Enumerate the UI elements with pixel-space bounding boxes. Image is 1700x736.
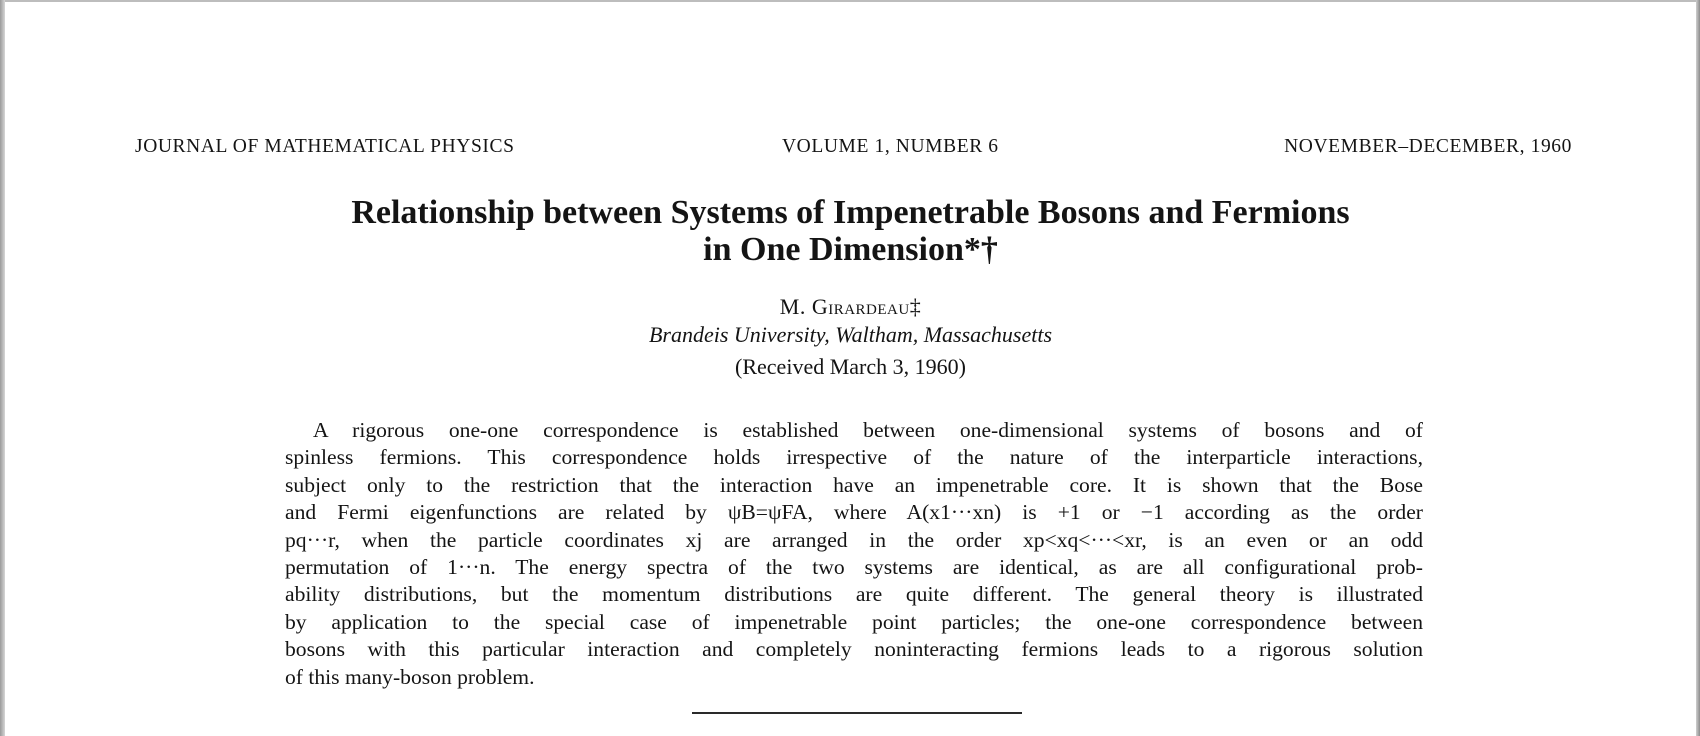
author-initial: M.	[779, 294, 812, 319]
author-surname: Girardeau‡	[811, 294, 922, 319]
title-line-2: in One Dimension*†	[703, 231, 998, 268]
paper-page	[5, 2, 1696, 736]
title-line-1: Relationship between Systems of Impenetrable Bosons and Fermions	[351, 194, 1350, 231]
abstract-line: and Fermi eigenfunctions are related by ψB=ψFA, where A(x1···xn) is +1 or −1 according as the order	[285, 500, 1423, 525]
paper-title	[5, 194, 1696, 268]
abstract-line: ability distributions, but the momentum distributions are quite different. The general theory is illustrated	[285, 582, 1423, 607]
running-head	[5, 136, 1696, 160]
journal-name: JOURNAL OF MATHEMATICAL PHYSICS	[135, 136, 515, 157]
abstract-line: spinless fermions. This correspondence holds irrespective of the nature of the interparticle interactions,	[285, 445, 1423, 470]
author-name	[5, 294, 1696, 320]
issue-date: NOVEMBER–DECEMBER, 1960	[1284, 136, 1572, 157]
abstract-line: of this many-boson problem.	[285, 664, 535, 689]
abstract-line: bosons with this particular interaction and completely noninteracting fermions leads to a rigorous solution	[285, 637, 1423, 662]
abstract-line: permutation of 1···n. The energy spectra of the two systems are identical, as are all configurational prob-	[285, 555, 1423, 580]
received-date: (Received March 3, 1960)	[735, 354, 966, 379]
section-divider	[692, 712, 1022, 714]
abstract-line: subject only to the restriction that the interaction have an impenetrable core. It is shown that the Bose	[285, 472, 1423, 497]
volume-number: VOLUME 1, NUMBER 6	[782, 136, 999, 157]
abstract-line: A rigorous one-one correspondence is established between one-dimensional systems of bosons and of	[313, 418, 1423, 442]
abstract-line: by application to the special case of impenetrable point particles; the one-one correspondence between	[285, 609, 1423, 634]
author-affiliation: Brandeis University, Waltham, Massachusetts	[648, 322, 1053, 347]
page-border-right	[1696, 0, 1700, 736]
abstract	[285, 417, 1423, 691]
abstract-line: pq···r, when the particle coordinates xj are arranged in the order xp<xq<···<xr, is an even or an odd	[285, 527, 1423, 552]
